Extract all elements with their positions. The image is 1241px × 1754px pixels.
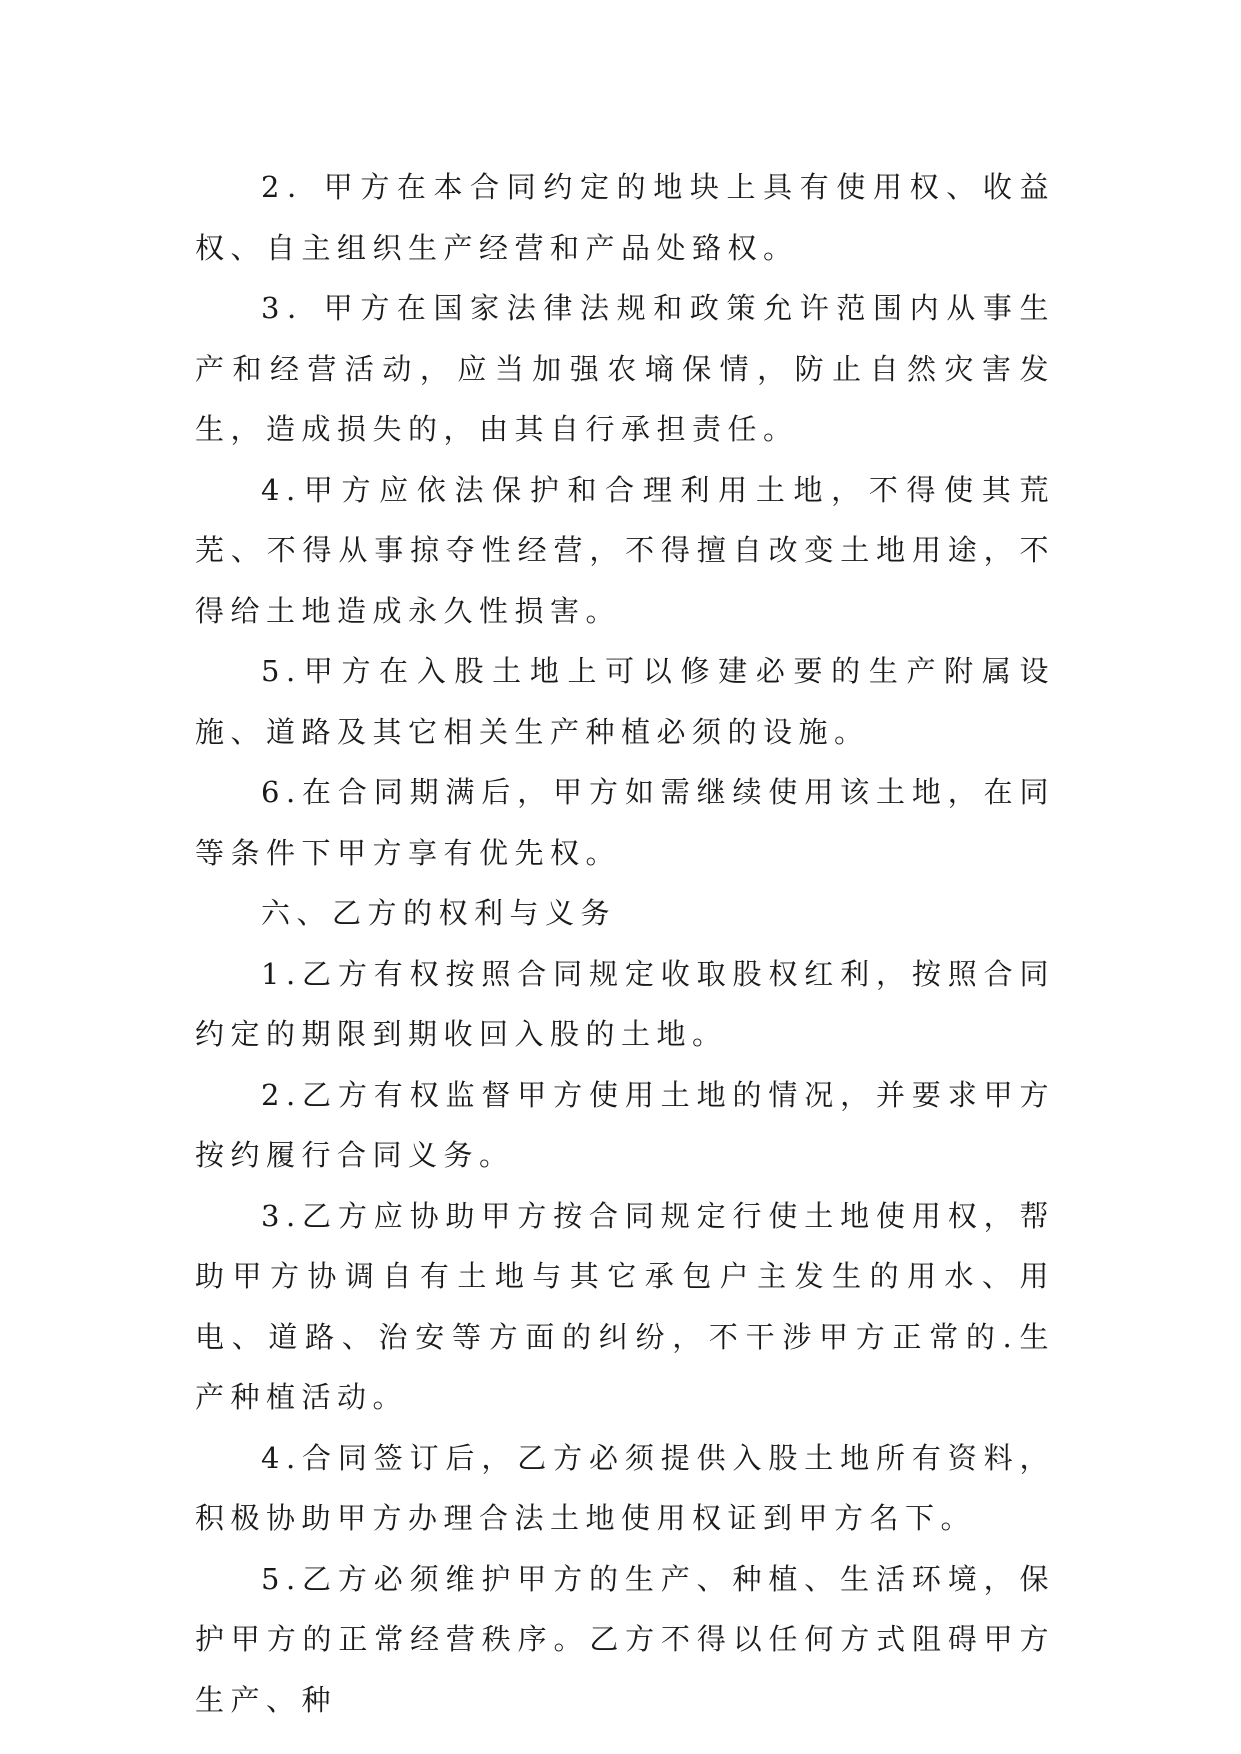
clause-paragraph: 3.乙方应协助甲方按合同规定行使土地使用权，帮助甲方协调自有土地与其它承包户主发生的用水、用电、道路、治安等方面的纠纷，不干涉甲方正常的.生产种植活动。 [195, 1198, 1055, 1414]
document-body [195, 157, 1055, 1730]
clause-paragraph: 1.乙方有权按照合同规定收取股权红利，按照合同约定的期限到期收回入股的土地。 [195, 956, 1055, 1051]
clause-paragraph: 5.甲方在入股土地上可以修建必要的生产附属设施、道路及其它相关生产种植必须的设施。 [195, 654, 1055, 749]
clause-paragraph: 4.甲方应依法保护和合理利用土地，不得使其荒芜、不得从事掠夺性经营，不得擅自改变土地用途，不得给土地造成永久性损害。 [195, 472, 1055, 628]
clause-paragraph: 5.乙方必须维护甲方的生产、种植、生活环境，保护甲方的正常经营秩序。乙方不得以任何方式阻碍甲方生产、种 [195, 1561, 1055, 1717]
clause-paragraph: 2．甲方在本合同约定的地块上具有使用权、收益权、自主组织生产经营和产品处臵权。 [195, 170, 1055, 265]
clause-paragraph: 3．甲方在国家法律法规和政策允许范围内从事生产和经营活动，应当加强农墒保情，防止自然灾害发生，造成损失的，由其自行承担责任。 [195, 291, 1055, 446]
clause-paragraph: 2.乙方有权监督甲方使用土地的情况，并要求甲方按约履行合同义务。 [195, 1077, 1055, 1172]
clause-paragraph: 6.在合同期满后，甲方如需继续使用该土地，在同等条件下甲方享有优先权。 [195, 775, 1055, 870]
clause-paragraph: 4.合同签订后，乙方必须提供入股土地所有资料，积极协助甲方办理合法土地使用权证到甲方名下。 [195, 1440, 1055, 1535]
section-heading: 六、乙方的权利与义务 [261, 896, 617, 930]
